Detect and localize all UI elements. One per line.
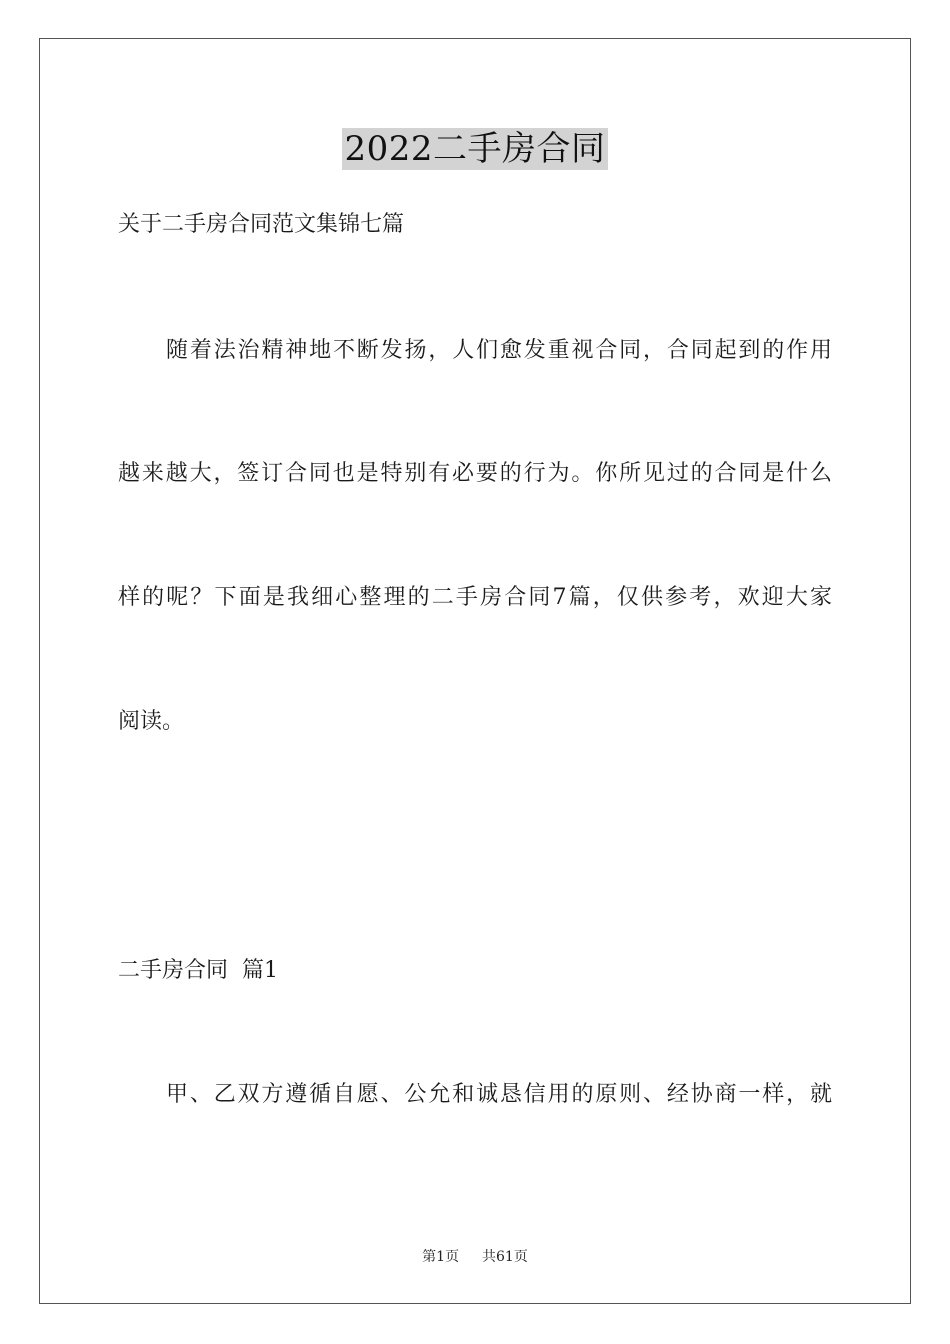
section-line-1: 甲、乙双方遵循自愿、公允和诚恳信用的原则、经协商一样，就 (166, 1082, 832, 1107)
intro-line-2: 越来越大，签订合同也是特别有必要的行为。你所见过的合同是什么 (118, 461, 832, 486)
title-container (0, 128, 950, 170)
page-number: 第1页 (422, 1249, 460, 1265)
intro-line-3: 样的呢？下面是我细心整理的二手房合同7篇，仅供参考，欢迎大家 (118, 585, 832, 610)
document-title: 2022二手房合同 (344, 129, 606, 169)
intro-line-1: 随着法治精神地不断发扬，人们愈发重视合同，合同起到的作用 (166, 338, 832, 363)
intro-line-4: 阅读。 (118, 709, 185, 734)
document-subtitle: 关于二手房合同范文集锦七篇 (118, 212, 405, 237)
page-footer (0, 1247, 950, 1267)
page-total: 共61页 (482, 1249, 528, 1265)
section-heading: 二手房合同 篇1 (118, 958, 278, 983)
